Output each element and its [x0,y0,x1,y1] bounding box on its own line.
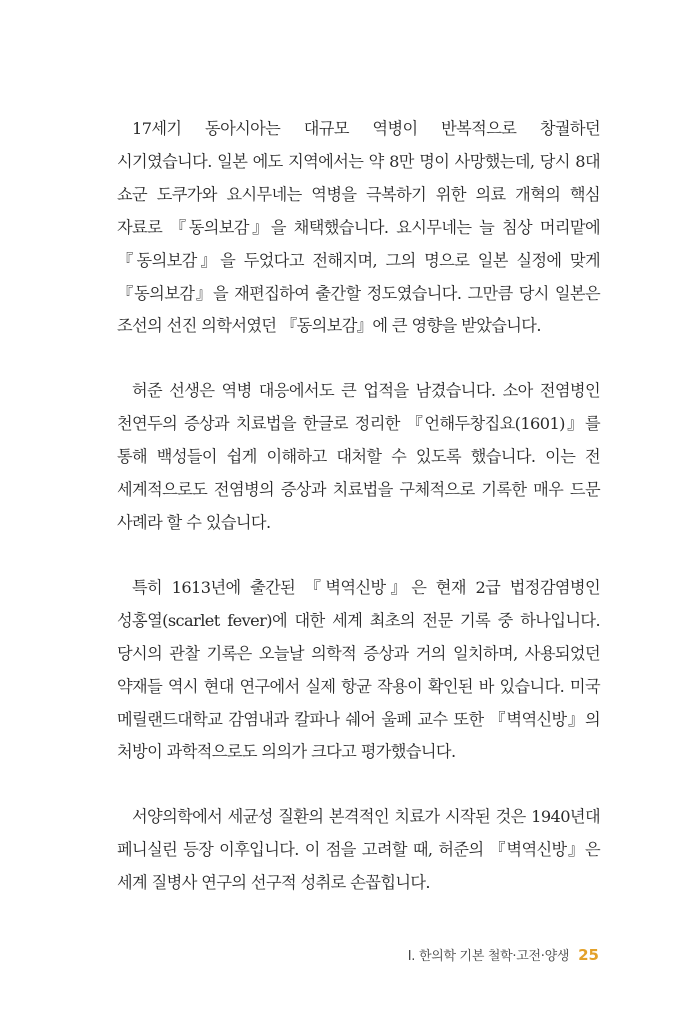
paragraph-4: 서양의학에서 세균성 질환의 본격적인 치료가 시작된 것은 1940년대 페니실린 등장 이후입니다. 이 점을 고려할 때, 허준의 『벽역신방』은 세계 질병사 연구의 선구적 성취로 손꼽힙니다. [117,807,600,893]
page-footer [408,945,599,967]
running-head: Ⅰ. 한의학 기본 철학·고전·양생 [407,949,570,964]
paragraph-3: 특히 1613년에 출간된 『벽역신방』은 현재 2급 법정감염병인 성홍열(scarlet fever)에 대한 세계 최초의 전문 기록 중 하나입니다. 당시의 관찰 기록은 오늘날 의학적 증상과 거의 일치하며, 사용되었던 약재들 역시 현대 연구에서 실제 항균 작용이 확인된 바 있습니다. 미국 메릴랜드대학교 감염내과 칼파나 쉐어 울페 교수 또한 『벽역신방』의 처방이 과학적으로도 의의가 크다고 평가했습니다. [117,577,600,762]
paragraph-1: 17세기 동아시아는 대규모 역병이 반복적으로 창궐하던 시기였습니다. 일본 에도 지역에서는 약 8만 명이 사망했는데, 당시 8대 쇼군 도쿠가와 요시무네는 역병을 극복하기 위한 의료 개혁의 핵심 자료로 『동의보감』을 채택했습니다. 요시무네는 늘 침상 머리맡에 『동의보감』을 두었다고 전해지며, 그의 명으로 일본 실정에 맞게 『동의보감』을 재편집하여 출간할 정도였습니다. 그만큼 당시 일본은 조선의 선진 의학서였던 『동의보감』에 큰 영향을 받았습니다. [117,119,600,336]
body-text [117,113,600,900]
page-number: 25 [578,946,599,964]
paragraph-2: 허준 선생은 역병 대응에서도 큰 업적을 남겼습니다. 소아 전염병인 천연두의 증상과 치료법을 한글로 정리한 『언해두창집요(1601)』를 통해 백성들이 쉽게 이해하고 대처할 수 있도록 했습니다. 이는 전 세계적으로도 전염병의 증상과 치료법을 구체적으로 기록한 매우 드문 사례라 할 수 있습니다. [117,381,600,532]
